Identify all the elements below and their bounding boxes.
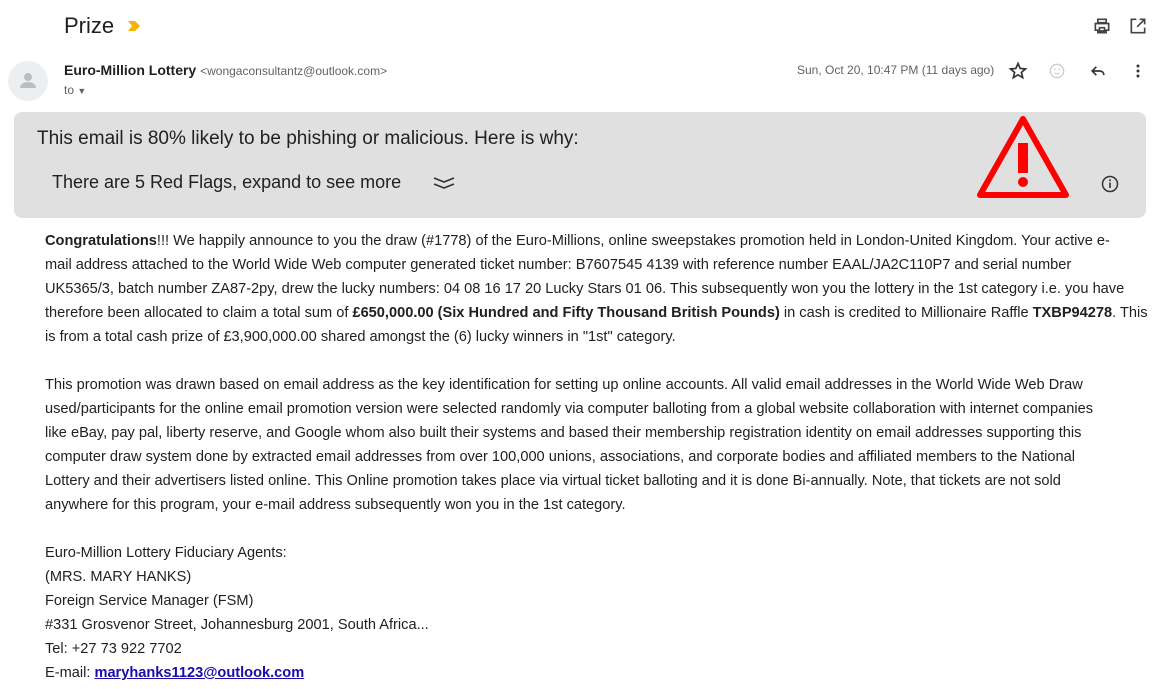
body-line [45,229,1145,253]
body-line [45,253,1145,277]
body-text: Congratulations [45,233,157,249]
reply-icon[interactable] [1088,61,1108,81]
sender [64,62,387,78]
body-line [45,589,1145,613]
expand-red-flags[interactable]: There are 5 Red Flags, expand to see more [52,172,402,192]
person-icon [8,61,48,101]
body-line [45,373,1145,397]
body-text: in cash is credited to Millionaire Raffle [779,305,1033,321]
contact-email-link[interactable]: maryhanks1123@outlook.com [94,665,305,681]
body-line [45,469,1145,493]
chevron-down-icon: ▼ [77,86,87,96]
email-subject: Prize [64,13,115,38]
print-icon[interactable] [1092,16,1112,36]
phishing-warning-title: This email is 80% likely to be phishing or malicious. Here is why: [37,128,579,149]
body-text: (MRS. MARY HANKS) [45,569,192,585]
info-icon[interactable] [1100,174,1120,194]
body-text: TXBP94278 [1032,305,1113,321]
email-body [45,229,1148,685]
body-line [45,301,1148,325]
body-line [45,613,1145,637]
body-text: Euro-Million Lottery Fiduciary Agents: [45,545,287,561]
body-text: Lottery and their advertisers listed online. This Online promotion takes place via virtual ticket balloting and it is done Bi-annually. Note, that tickets are not sold [45,473,1061,489]
body-text: is from a total cash prize of £3,900,000.00 shared amongst the (6) lucky winners in "1st" category. [45,329,676,345]
body-text: like eBay, pay pal, liberty reserve, and Google whom also built their systems and based their membership registration identity on email addresses supporting this [45,425,1082,441]
body-text: #331 Grosvenor Street, Johannesburg 2001, South Africa... [45,617,429,633]
body-line [45,445,1145,469]
body-text: E-mail: [45,665,95,681]
body-line [45,637,1145,661]
emoji-reaction-icon[interactable] [1047,61,1067,81]
body-line [45,661,1145,685]
body-text: therefore been allocated to claim a total sum of [45,305,353,321]
expand-chevron-icon[interactable] [433,176,455,190]
body-line [45,565,1145,589]
body-text: Foreign Service Manager (FSM) [45,593,254,609]
body-text: UK5365/3, batch number ZA87-2py, drew the lucky numbers: 04 08 16 17 20 Lucky Stars 01 06. This subsequently won you the lottery in the 1st category i.e. you have [45,281,1125,297]
body-line [45,421,1145,445]
body-line [45,277,1145,301]
body-text: !!! We happily announce to you the draw (#1778) of the Euro-Millions, online sweepstakes promotion held in London-United Kingdom. Your active e- [156,233,1110,249]
to-label: to [64,83,75,97]
star-icon[interactable] [1008,61,1028,81]
body-line [45,541,1145,565]
body-text: used/participants for the online email promotion version were selected randomly via computer balloting from a global website collaboration with internet companies [45,401,1094,417]
sender-email: <wongaconsultantz@outlook.com> [200,64,388,78]
body-text: anywhere for this program, your e-mail address subsequently won you in the 1st category. [45,497,626,513]
body-line [45,325,1145,349]
body-text: mail address attached to the World Wide Web computer generated ticket number: B7607545 4139 with reference number EAAL/JA2C110P7 and serial number [45,257,1072,273]
open-in-new-window-icon[interactable] [1128,16,1148,36]
more-options-icon[interactable] [1128,61,1148,81]
important-label-icon[interactable] [128,21,140,31]
email-date: Sun, Oct 20, 10:47 PM (11 days ago) [797,63,995,77]
recipients-toggle[interactable] [64,83,86,97]
sender-name: Euro-Million Lottery [64,62,197,78]
body-text: . This [1112,305,1148,321]
warning-triangle-icon [976,114,1070,200]
body-line [45,493,1145,517]
body-text: Tel: +27 73 922 7702 [45,641,182,657]
body-line [45,397,1145,421]
body-text: £650,000.00 (Six Hundred and Fifty Thousand British Pounds) [352,305,780,321]
body-text: computer draw system done by extracted email addresses from over 100,000 unions, associations, and corporate bodies and affiliated members to the National [45,449,1075,465]
sender-avatar [8,61,48,101]
paragraph-gap [45,349,1145,373]
paragraph-gap [45,517,1145,541]
body-text: This promotion was drawn based on email address as the key identification for setting up online accounts. All valid email addresses in the World Wide Web Draw [45,377,1083,393]
